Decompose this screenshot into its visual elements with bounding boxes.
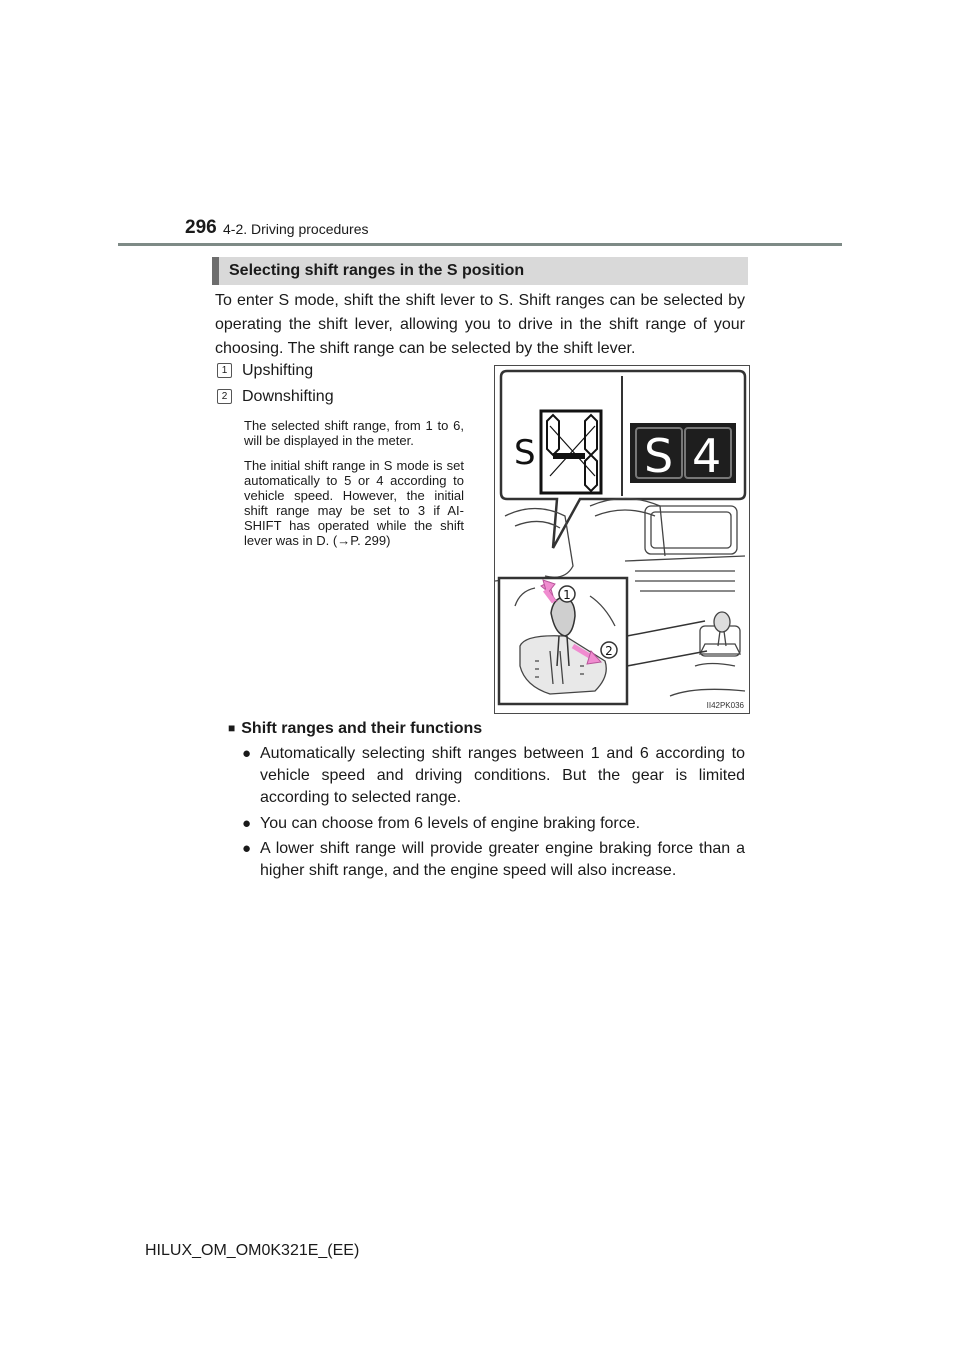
bullet-dot-icon: ●: [242, 840, 252, 857]
step-number-icon: 2: [217, 389, 232, 404]
step-upshifting: [217, 362, 313, 380]
small-shifter: [700, 612, 740, 654]
square-bullet-icon: ■: [228, 721, 236, 735]
subsection-heading-text: Shift ranges and their functions: [241, 720, 483, 737]
illustration-drawing: [495, 366, 749, 713]
meter-s-letter: S: [644, 429, 674, 483]
zoom-leader: [627, 651, 707, 666]
chapter-title: 4-2. Driving procedures: [223, 221, 369, 237]
bullet-item: [242, 813, 745, 835]
section-heading: Selecting shift ranges in the S position: [212, 257, 748, 285]
bullet-text: A lower shift range will provide greater engine braking force than a higher shift range, and the engine speed will also increase.: [260, 840, 745, 879]
step-label: Downshifting: [242, 388, 334, 405]
bullet-item: [242, 838, 745, 882]
callout-number-1: 1: [563, 588, 571, 602]
bullet-dot-icon: ●: [242, 815, 252, 832]
callout-number-2: 2: [605, 644, 613, 658]
step-downshifting: [217, 388, 334, 406]
shift-lever-illustration: [494, 365, 750, 714]
intro-paragraph: To enter S mode, shift the shift lever to S. Shift ranges can be selected by operating the shift lever, allowing you to drive in the shift range of your choosing. The shift range can be selected by the shift lever.: [215, 292, 745, 357]
step-label: Upshifting: [242, 362, 314, 379]
page-number: 296: [185, 217, 217, 238]
figure-code: II42PK036: [706, 701, 744, 710]
bullet-text: You can choose from 6 levels of engine braking force.: [260, 815, 641, 832]
bullet-text: Automatically selecting shift ranges between 1 and 6 according to vehicle speed and driving conditions. But the gear is limited according to selected range.: [260, 745, 745, 806]
subsection-heading: [228, 720, 482, 738]
bullet-dot-icon: ●: [242, 745, 252, 762]
footer-doc-code: HILUX_OM_OM0K321E_(EE): [145, 1242, 360, 1259]
zoom-leader: [627, 621, 705, 636]
note-display: The selected shift range, from 1 to 6, will be displayed in the meter.: [244, 418, 464, 448]
meter-range-digit: 4: [692, 429, 722, 483]
step-number-icon: 1: [217, 363, 232, 378]
segment-s-letter: S: [514, 433, 536, 473]
note-initial-range: The initial shift range in S mode is set automatically to 5 or 4 according to vehicle speed. However, the initial shift range may be set to 3 if AI-SHIFT has operated while the shift lever was in D. (→P. 299): [244, 458, 464, 548]
bullet-item: [242, 743, 745, 809]
header-rule: [118, 243, 842, 246]
